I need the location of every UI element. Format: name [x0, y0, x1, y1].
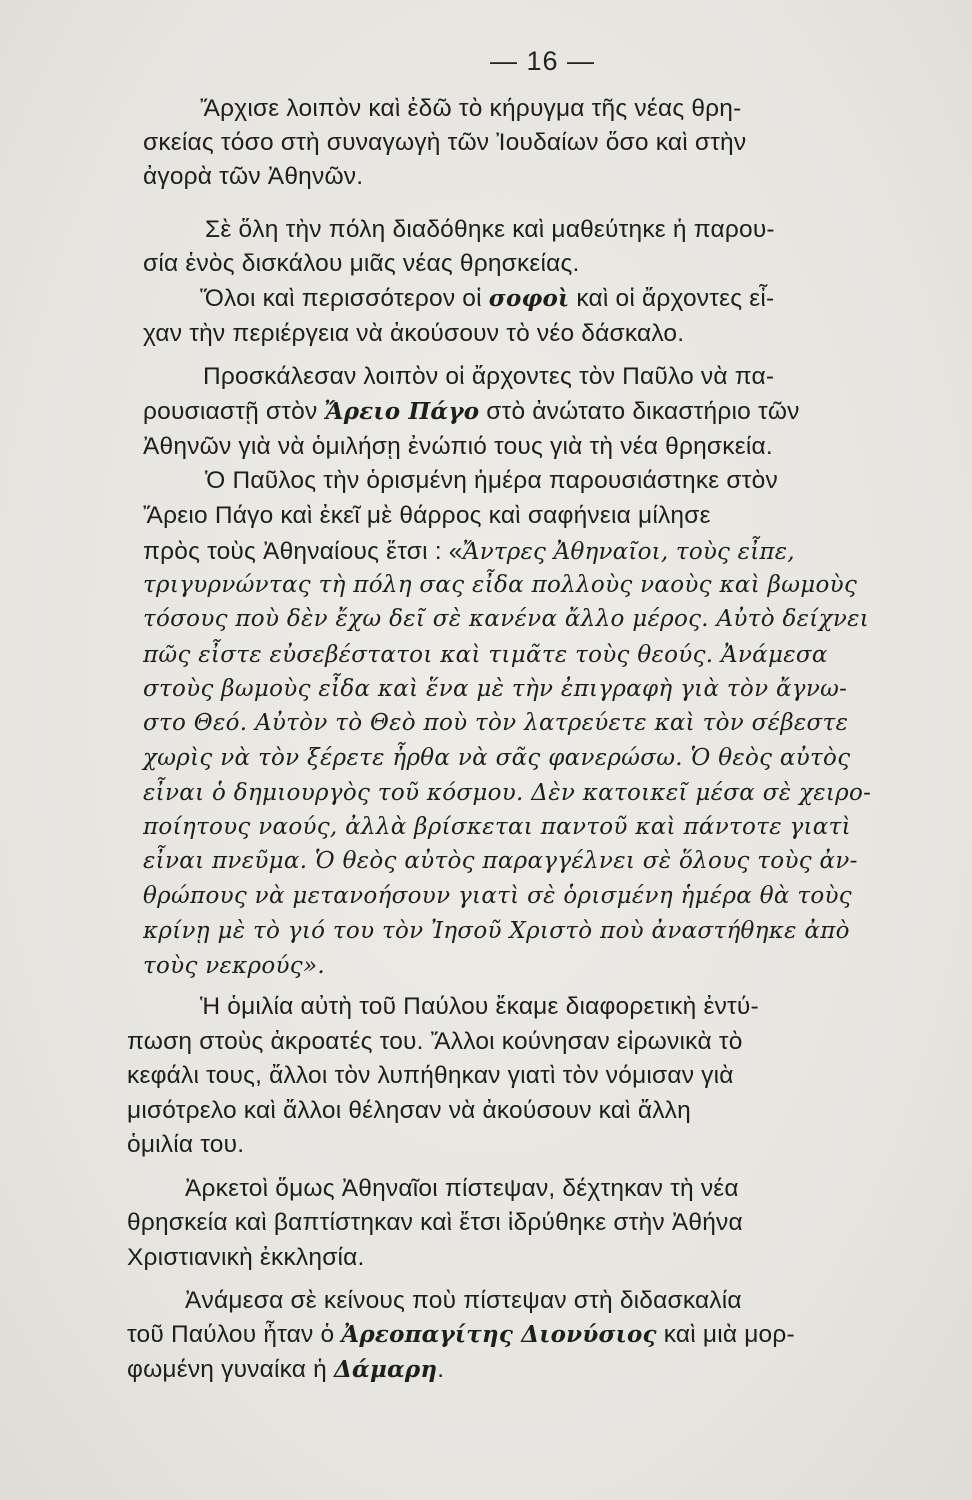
- text-line: θρησκεία καὶ βαπτίστηκαν καὶ ἔτσι ἱδρύθηκε στὴν Ἀθήνα: [127, 1209, 743, 1236]
- emphasis-text: σοφοὶ: [488, 285, 570, 312]
- text-line: στοὺς βωμοὺς εἶδα καὶ ἕνα μὲ τὴν ἐπιγραφὴ γιὰ τὸν ἄγνω-: [143, 676, 848, 702]
- text-line: Ἀνάμεσα σὲ κείνους ποὺ πίστεψαν στὴ διδασκαλία: [185, 1287, 742, 1314]
- text-line: [127, 1353, 444, 1387]
- emphasis-text: Ἄντρες Ἀθηναῖοι, τοὺς εἶπε,: [462, 539, 795, 565]
- text-span: ρουσιαστῇ στὸν: [143, 398, 325, 425]
- text-line: Χριστιανικὴ ἐκκλησία.: [127, 1244, 365, 1271]
- text-line: ἀγορὰ τῶν Ἀθηνῶν.: [143, 163, 364, 190]
- text-line: Ἄρχισε λοιπὸν καὶ ἐδῶ τὸ κήρυγμα τῆς νέας θρη-: [200, 95, 742, 122]
- text-line: Ἀρκετοὶ ὅμως Ἀθηναῖοι πίστεψαν, δέχτηκαν τὴ νέα: [185, 1175, 739, 1202]
- text-line: Ἡ ὁμιλία αὐτὴ τοῦ Παύλου ἔκαμε διαφορετικὴ ἐντύ-: [200, 993, 759, 1020]
- text-span: πρὸς τοὺς Ἀθηναίους ἔτσι : «: [143, 538, 463, 565]
- text-line: τόσους ποὺ δὲν ἔχω δεῖ σὲ κανένα ἄλλο μέρος. Αὐτὸ δείχνει: [143, 606, 870, 632]
- text-line: τοὺς νεκρούς».: [143, 953, 325, 979]
- text-line: Ἄρειο Πάγο καὶ ἐκεῖ μὲ θάρρος καὶ σαφήνεια μίλησε: [143, 502, 711, 529]
- text-line: χαν τὴν περιέργεια νὰ ἀκούσουν τὸ νέο δάσκαλο.: [143, 320, 685, 347]
- text-line: θρώπους νὰ μετανοήσουν γιατὶ σὲ ὁρισμένη ἡμέρα θὰ τοὺς: [143, 883, 852, 909]
- text-line: στο Θεό. Αὐτὸν τὸ Θεὸ ποὺ τὸν λατρεύετε καὶ τὸν σέβεστε: [143, 710, 849, 736]
- text-line: Ὁ Παῦλος τὴν ὁρισμένη ἡμέρα παρουσιάστηκε στὸν: [205, 467, 778, 494]
- text-line: μισότρελο καὶ ἄλλοι θέλησαν νὰ ἀκούσουν καὶ ἄλλη: [127, 1097, 691, 1124]
- emphasis-text: Δάμαρη: [334, 1356, 438, 1383]
- text-line: τριγυρνώντας τὴ πόλη σας εἶδα πολλοὺς ναοὺς καὶ βωμοὺς: [143, 572, 858, 598]
- text-line: κεφάλι τους, ἄλλοι τὸν λυπήθηκαν γιατὶ τὸν νόμισαν γιὰ: [127, 1062, 734, 1089]
- text-span: τοῦ Παύλου ἦταν ὁ: [127, 1321, 342, 1348]
- text-span: Ὅλοι καὶ περισσότερον οἱ: [200, 285, 489, 312]
- text-line: [200, 282, 774, 316]
- text-line: [143, 535, 795, 569]
- text-line: ποίητους ναούς, ἀλλὰ βρίσκεται παντοῦ καὶ πάντοτε γιατὶ: [143, 814, 851, 840]
- text-line: σία ἑνὸς δισκάλου μιᾶς νέας θρησκείας.: [143, 250, 580, 277]
- text-line: Προσκάλεσαν λοιπὸν οἱ ἄρχοντες τὸν Παῦλο νὰ πα-: [203, 363, 775, 390]
- text-span: .: [437, 1356, 445, 1383]
- text-span: καὶ μιὰ μορ-: [656, 1321, 795, 1348]
- emphasis-text: Ἀρεοπαγίτης Διονύσιος: [341, 1321, 657, 1348]
- text-span: καὶ οἱ ἄρχοντες εἶ-: [569, 285, 775, 312]
- text-span: στὸ ἀνώτατο δικαστήριο τῶν: [479, 398, 800, 425]
- text-line: [127, 1318, 795, 1352]
- text-line: Σὲ ὅλη τὴν πόλη διαδόθηκε καὶ μαθεύτηκε ἡ παρου-: [205, 216, 775, 243]
- page-number: — 16 —: [489, 46, 596, 76]
- text-line: ὁμιλία του.: [127, 1131, 245, 1158]
- text-line: εἶναι ὁ δημιουργὸς τοῦ κόσμου. Δὲν κατοικεῖ μέσα σὲ χειρο-: [143, 780, 872, 806]
- text-line: κρίνῃ μὲ τὸ γιό του τὸν Ἰησοῦ Χριστὸ ποὺ ἀναστήθηκε ἀπὸ: [143, 918, 850, 944]
- text-line: Ἀθηνῶν γιὰ νὰ ὁμιλήσῃ ἐνώπιό τους γιὰ τὴ νέα θρησκεία.: [143, 433, 773, 460]
- text-line: πῶς εἶστε εὐσεβέστατοι καὶ τιμᾶτε τοὺς θεούς. Ἀνάμεσα: [143, 642, 828, 668]
- text-line: [143, 395, 800, 429]
- text-line: εἶναι πνεῦμα. Ὁ θεὸς αὐτὸς παραγγέλνει σὲ ὅλους τοὺς ἀν-: [143, 848, 858, 874]
- text-line: σκείας τόσο στὴ συναγωγὴ τῶν Ἰουδαίων ὅσο καὶ στὴν: [143, 129, 747, 156]
- text-line: πωση στοὺς ἀκροατές του. Ἄλλοι κούνησαν εἰρωνικὰ τὸ: [127, 1028, 743, 1055]
- emphasis-text: Ἄρειο Πάγο: [324, 398, 480, 425]
- text-span: φωμένη γυναίκα ἡ: [127, 1356, 334, 1383]
- text-line: χωρὶς νὰ τὸν ξέρετε ἦρθα νὰ σᾶς φανερώσω. Ὁ θεὸς αὐτὸς: [143, 745, 851, 771]
